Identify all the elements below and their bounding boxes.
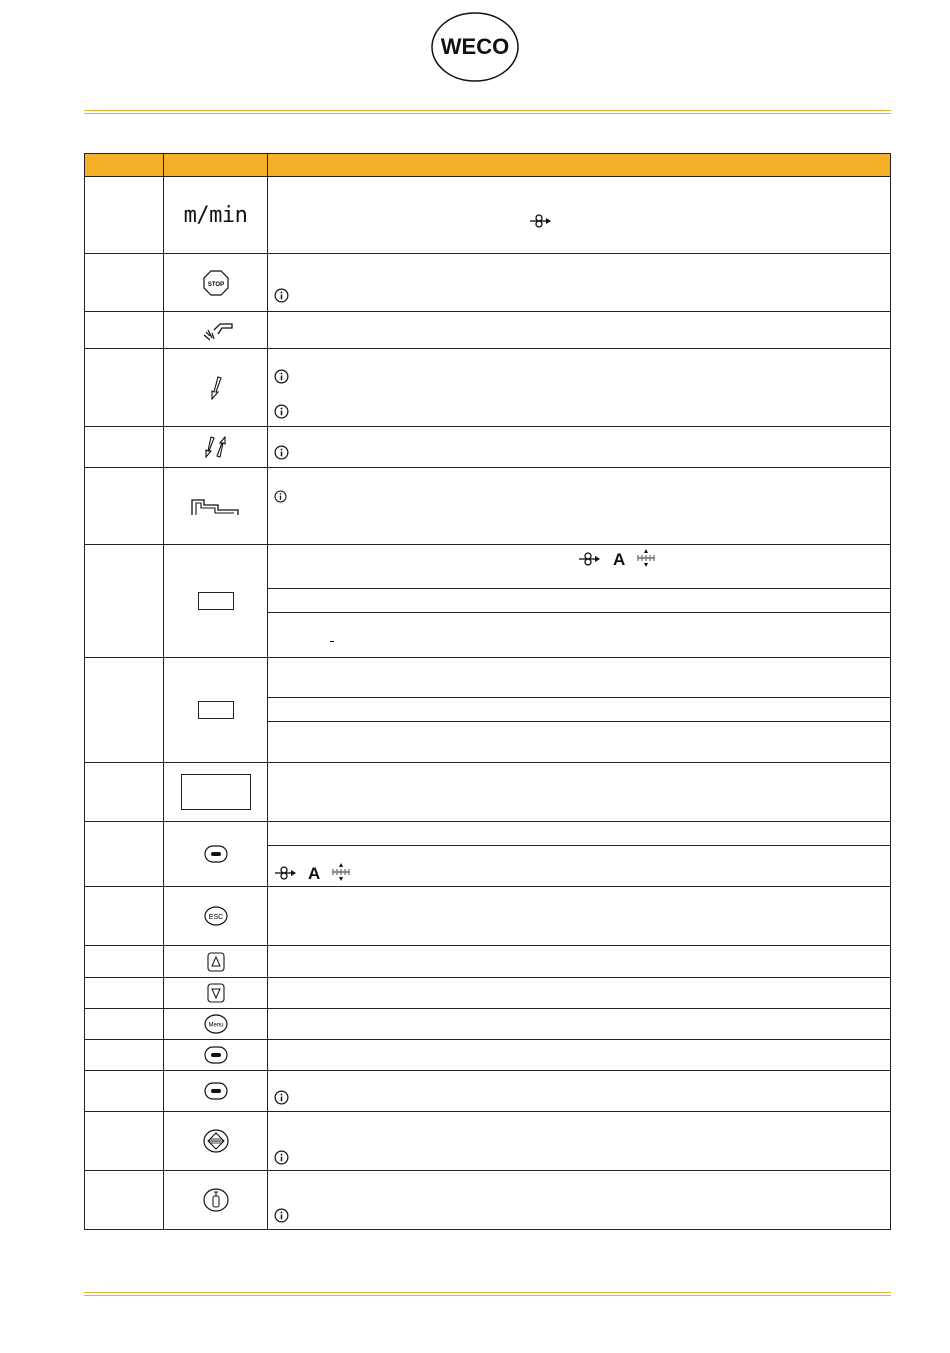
table-row	[85, 946, 891, 978]
table-row	[85, 822, 891, 846]
wire-feed-icon	[579, 551, 601, 567]
four-stroke-icon	[203, 436, 229, 458]
table-row	[85, 545, 891, 589]
table-row	[85, 1040, 891, 1071]
svg-text:ESC: ESC	[208, 914, 223, 921]
table-row	[85, 1112, 891, 1171]
esc-button-icon	[204, 906, 228, 926]
info-icon	[274, 404, 289, 419]
wire-feed-icon	[530, 213, 552, 229]
generic-button-icon	[204, 1046, 228, 1064]
gas-test-icon	[203, 1188, 229, 1212]
table-row	[85, 658, 891, 698]
up-button-icon	[207, 952, 225, 972]
table-row	[85, 1171, 891, 1230]
right-display-icon	[198, 701, 234, 719]
table-row	[85, 177, 891, 254]
table-row	[85, 427, 891, 468]
dash-mark	[330, 641, 334, 642]
info-icon	[274, 369, 289, 384]
info-icon	[274, 490, 287, 503]
menu-button-icon	[204, 1014, 228, 1034]
table-header-row	[85, 154, 891, 177]
table-row	[85, 468, 891, 545]
left-display-icon	[198, 592, 234, 610]
header-cell-1	[85, 154, 164, 177]
welding-torch-icon	[198, 318, 234, 342]
two-stroke-icon	[208, 376, 224, 400]
table-row	[85, 978, 891, 1009]
svg-text:STOP: STOP	[207, 281, 224, 288]
ampere-icon: A	[308, 864, 321, 883]
info-icon	[274, 1150, 289, 1165]
down-button-icon	[207, 983, 225, 1003]
generic-button-icon	[204, 1082, 228, 1100]
controls-table	[84, 153, 891, 1230]
info-icon	[274, 288, 289, 303]
table-row	[85, 763, 891, 822]
svg-text:Menu: Menu	[207, 1022, 224, 1029]
table-row	[85, 349, 891, 427]
header-cell-2	[164, 154, 268, 177]
info-icon	[274, 1208, 289, 1223]
header-rule	[84, 110, 891, 114]
m-min-display-icon: m/min	[183, 202, 248, 228]
footer-rule	[84, 1292, 891, 1296]
table-row	[85, 1009, 891, 1040]
info-icon	[274, 445, 289, 460]
thickness-icon	[330, 863, 352, 881]
wire-inching-icon	[203, 1129, 229, 1153]
table-row	[85, 1071, 891, 1112]
central-display-icon	[181, 774, 251, 810]
info-icon	[274, 1090, 289, 1105]
table-row	[85, 887, 891, 946]
double-level-icon	[190, 496, 242, 516]
thickness-icon	[635, 549, 657, 567]
stop-icon	[203, 270, 229, 296]
table-row	[85, 254, 891, 312]
table-row	[85, 312, 891, 349]
header-cell-3	[268, 154, 891, 177]
logo-text: WECO	[440, 34, 510, 59]
selector-button-icon	[204, 845, 228, 863]
ampere-icon: A	[613, 550, 626, 569]
wire-feed-icon	[275, 865, 297, 881]
weco-logo	[431, 12, 519, 82]
